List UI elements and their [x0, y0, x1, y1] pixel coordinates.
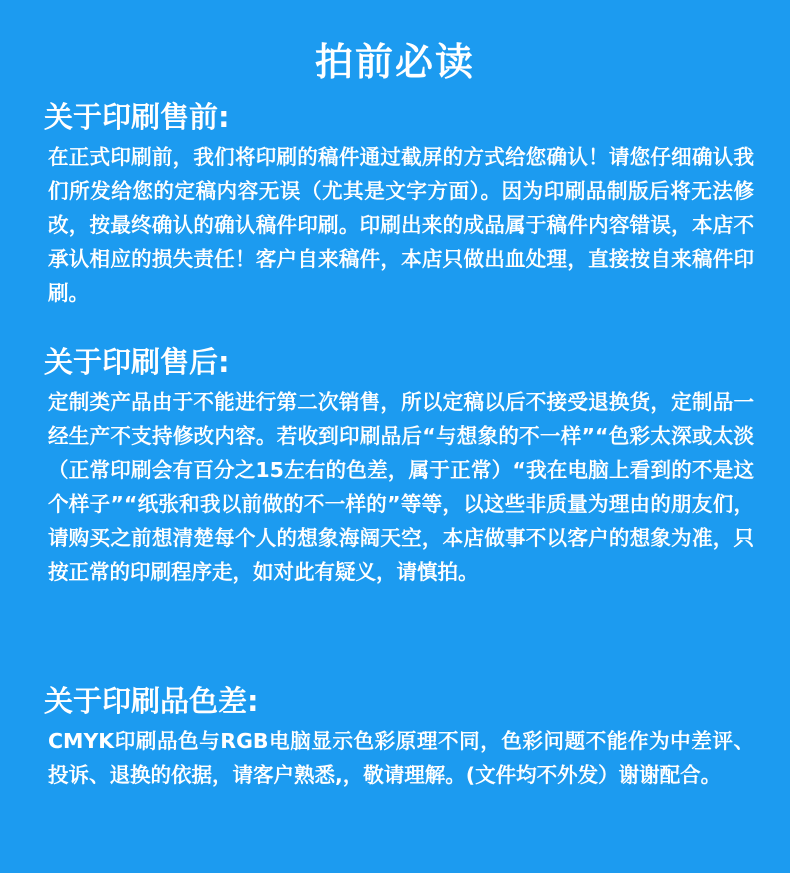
color-difference-section — [44, 682, 754, 792]
after-sale-heading: 关于印刷售后: — [44, 345, 230, 379]
after-sale-text: 定制类产品由于不能进行第二次销售，所以定稿以后不接受退换货，定制品一经生产不支持修改内容。若收到印刷品后“与想象的不一样”“色彩太深或太淡（正常印刷会有百分之15左右的色差，属于正常）“我在电脑上看到的不是这个样子”“纸张和我以前做的不一样的”等等，以这些非质量为理由的朋友们，请购买之前想清楚每个人的想象海阔天空，本店做事不以客户的想象为准，只按正常的印刷程序走，如对此有疑义，请慎拍。 — [48, 390, 754, 584]
pre-sale-text: 在正式印刷前，我们将印刷的稿件通过截屏的方式给您确认！请您仔细确认我们所发给您的定稿内容无误（尤其是文字方面）。因为印刷品制版后将无法修改，按最终确认的确认稿件印刷。印刷出来的成品属于稿件内容错误，本店不承认相应的损失责任！客户自来稿件，本店只做出血处理，直接按自来稿件印刷。 — [48, 145, 754, 305]
pre-sale-heading: 关于印刷售前: — [44, 100, 230, 134]
pre-sale-section — [44, 98, 754, 310]
color-difference-text: CMYK印刷品色与RGB电脑显示色彩原理不同，色彩问题不能作为中差评、投诉、退换的依据，请客户熟悉,，敬请理解。(文件均不外发）谢谢配合。 — [48, 729, 754, 787]
color-difference-heading: 关于印刷品色差: — [44, 684, 259, 718]
page-title: 拍前必读 — [314, 40, 475, 84]
after-sale-section — [44, 343, 754, 589]
